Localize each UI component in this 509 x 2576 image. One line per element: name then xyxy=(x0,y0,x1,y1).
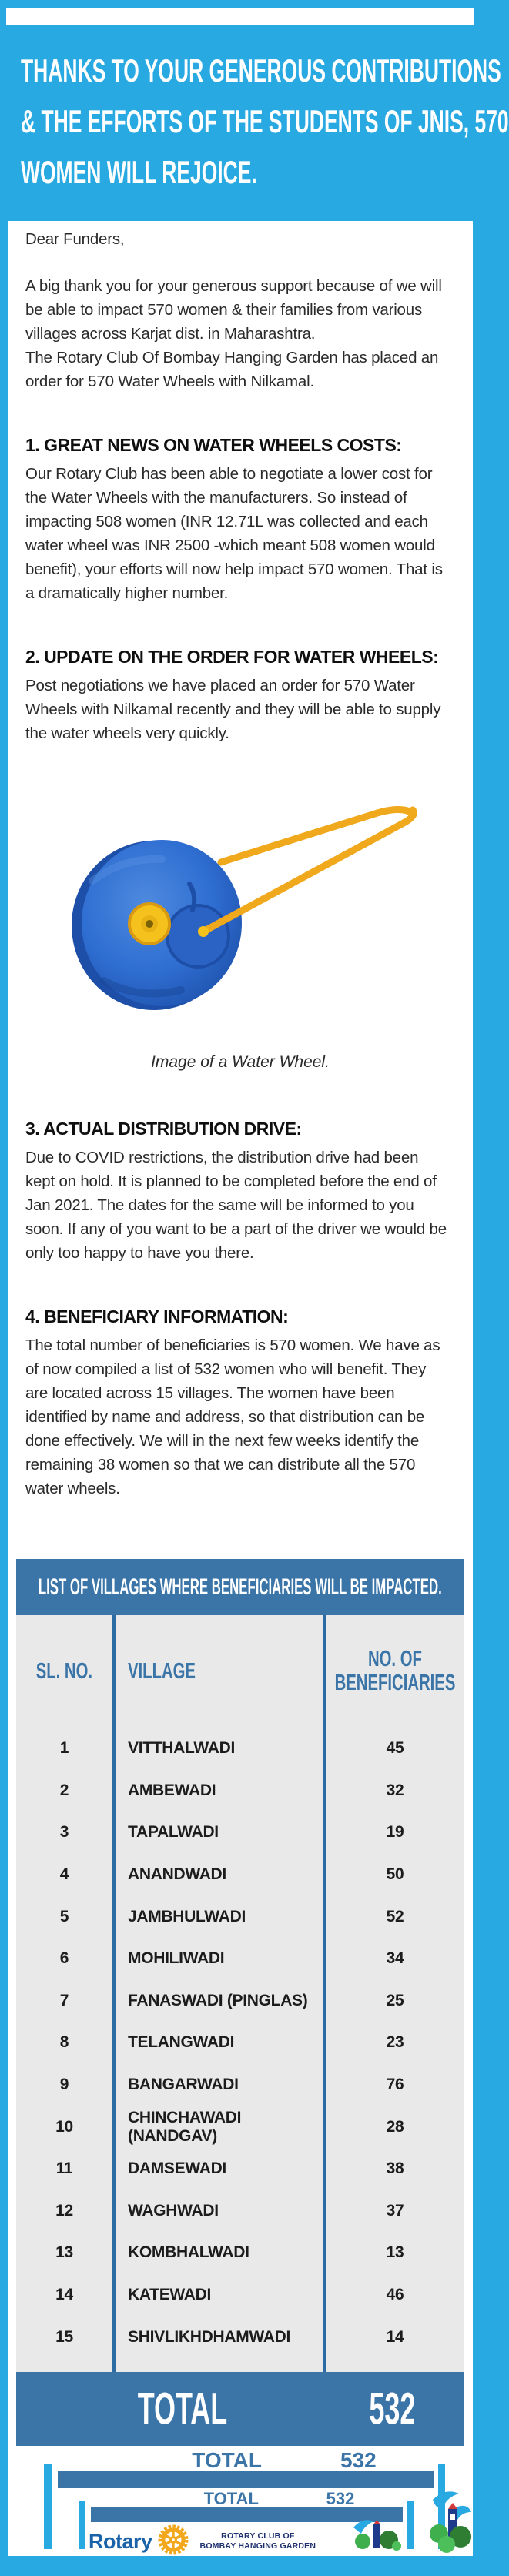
table-body xyxy=(16,1615,464,2372)
table-row xyxy=(16,1980,464,2022)
cell-village: TELANGWADI xyxy=(112,2022,326,2064)
header-banner xyxy=(0,25,509,221)
handle-front-rail xyxy=(203,810,414,932)
table-row xyxy=(16,2064,464,2106)
intro-paragraph-2: The Rotary Club Of Bombay Hanging Garden has placed an order for 570 Water Wheels with Nilkamal. xyxy=(25,349,439,390)
villages-table xyxy=(16,1559,464,2446)
nested-total-banner-1: TOTAL 532 xyxy=(58,2464,434,2488)
cell-count: 38 xyxy=(386,2159,404,2178)
cell-count: 32 xyxy=(386,1781,404,1799)
cell-sl: 6 xyxy=(59,1949,69,1968)
table-header-row xyxy=(16,1615,464,1728)
table-row xyxy=(16,2232,464,2274)
table-row xyxy=(16,1770,464,1812)
rotary-wordmark: Rotary xyxy=(89,2529,152,2553)
village-illustration-small xyxy=(352,2514,401,2554)
cell-village: TAPALWADI xyxy=(112,1812,326,1854)
cell-count: 76 xyxy=(386,2076,404,2094)
cell-village: KATEWADI xyxy=(112,2274,326,2317)
table-body-padding xyxy=(16,2358,464,2372)
cell-village: JAMBHULWADI xyxy=(112,1895,326,1938)
cell-village: VITTHALWADI xyxy=(112,1728,326,1770)
cell-count: 52 xyxy=(386,1907,404,1925)
nested2-right-border xyxy=(407,2501,414,2549)
intro-paragraph-1: A big thank you for your generous support because of we will be able to impact 570 women & their families from various villages across Karjat dist. in Maharashtra. xyxy=(25,277,442,343)
section-body-2: Post negotiations we have placed an order for 570 Water Wheels with Nilkamal recently and they will be able to supply the water wheels very quickly. xyxy=(25,677,441,742)
cell-village: AMBEWADI xyxy=(112,1770,326,1812)
total-value: 532 xyxy=(369,2384,416,2434)
newsletter-page xyxy=(0,8,509,2576)
cell-count: 14 xyxy=(386,2327,404,2346)
intro-paragraphs xyxy=(8,274,473,393)
club-name: ROTARY CLUB OF BOMBAY HANGING GARDEN xyxy=(199,2531,316,2551)
table-banner xyxy=(16,1559,464,1615)
cell-village: BANGARWADI xyxy=(112,2064,326,2106)
nested1-left-border xyxy=(44,2464,52,2549)
section-heading-3: 3. ACTUAL DISTRIBUTION DRIVE: xyxy=(25,1119,302,1139)
cell-village: DAMSEWADI xyxy=(112,2148,326,2190)
table-row xyxy=(16,2190,464,2233)
table-row xyxy=(16,1854,464,1896)
cell-count: 34 xyxy=(386,1949,404,1968)
rotary-logo-row xyxy=(89,2524,316,2560)
cell-count: 46 xyxy=(386,2286,404,2304)
col-header-village: VILLAGE xyxy=(112,1615,326,1728)
section-heading-1: 1. GREAT NEWS ON WATER WHEELS COSTS: xyxy=(25,435,402,455)
image-caption: Image of a Water Wheel. xyxy=(151,1053,330,1071)
letter-card xyxy=(8,221,473,2556)
total-row xyxy=(16,2372,464,2446)
cell-village: SHIVLIKHDHAMWADI xyxy=(112,2316,326,2358)
cell-village: FANASWADI (PINGLAS) xyxy=(112,1980,326,2022)
section-body-4: The total number of beneficiaries is 570 women. We have as of now compiled a list of 532 women who will benefit. They are located across 15 villages. The women have been identified by name and address, so that distribution can be done effectively. We will in the next few weeks identify the remaining 38 women so that we can distribute all the 570 water wheels. xyxy=(25,1337,440,1497)
cell-sl: 7 xyxy=(59,1991,69,2009)
cell-sl: 11 xyxy=(55,2159,73,2178)
cell-sl: 2 xyxy=(59,1781,69,1799)
page-title-line3: WOMEN WILL REJOICE. xyxy=(21,154,257,190)
cell-sl: 12 xyxy=(55,2201,73,2220)
cell-count: 45 xyxy=(386,1739,404,1758)
page-title-line1: THANKS TO YOUR GENEROUS CONTRIBUTIONS xyxy=(21,52,501,89)
salutation: Dear Funders, xyxy=(25,230,125,248)
cell-village: MOHILIWADI xyxy=(112,1938,326,1980)
nested2-left-border xyxy=(79,2501,85,2549)
col-header-beneficiaries: NO. OF BENEFICIARIES xyxy=(334,1647,456,1695)
cell-sl: 9 xyxy=(59,2076,69,2094)
village-illustration xyxy=(430,2486,473,2558)
section-body-1: Our Rotary Club has been able to negotiate a lower cost for the Water Wheels with the manufacturers. So instead of impacting 508 women (INR 12.71L was collected and each water wheel was INR 2500 -which meant 508 women would benefit), your efforts will now help impact 570 women. That is a dramatically higher number. xyxy=(25,465,443,602)
nested-total-banner-2: TOTAL 532 xyxy=(91,2501,403,2522)
page-title-line2: & THE EFFORTS OF THE STUDENTS OF JNIS, 570 xyxy=(21,103,509,139)
table-row xyxy=(16,2316,464,2358)
cell-sl: 5 xyxy=(59,1907,69,1925)
table-row xyxy=(16,2106,464,2148)
cell-sl: 8 xyxy=(59,2033,69,2052)
section-heading-2: 2. UPDATE ON THE ORDER FOR WATER WHEELS: xyxy=(25,647,439,667)
water-wheel-image xyxy=(39,788,439,1019)
cell-sl: 1 xyxy=(59,1739,69,1758)
cell-sl: 10 xyxy=(55,2117,73,2136)
cell-sl: 13 xyxy=(55,2243,73,2262)
table-row xyxy=(16,2274,464,2317)
total-label: TOTAL xyxy=(137,2384,228,2434)
cell-sl: 14 xyxy=(55,2286,73,2304)
cell-count: 23 xyxy=(386,2033,404,2052)
cell-count: 25 xyxy=(386,1991,404,2009)
cell-sl: 3 xyxy=(59,1823,69,1842)
table-row xyxy=(16,1728,464,1770)
cell-count: 37 xyxy=(386,2201,404,2220)
cell-count: 13 xyxy=(386,2243,404,2262)
table-row xyxy=(16,1938,464,1980)
table-banner-text: LIST OF VILLAGES WHERE BENEFICIARIES WILL BE IMPACTED. xyxy=(39,1574,442,1600)
section-body-3: Due to COVID restrictions, the distribution drive had been kept on hold. It is planned to be completed before the end of Jan 2021. The dates for the same will be informed to you soon. If any of you want to be a part of the driver we would be only too happy to have you there. xyxy=(25,1149,447,1262)
top-white-strip xyxy=(6,8,474,25)
col-header-sl-no: SL. NO. xyxy=(35,1658,93,1684)
cell-sl: 15 xyxy=(55,2327,73,2346)
nested-flyer-footer xyxy=(8,2446,473,2554)
cell-count: 19 xyxy=(386,1823,404,1842)
rotary-gear-icon xyxy=(157,2524,189,2560)
table-row xyxy=(16,1812,464,1854)
cell-village: WAGHWADI xyxy=(112,2190,326,2233)
section-heading-4: 4. BENEFICIARY INFORMATION: xyxy=(25,1306,289,1326)
cell-village: KOMBHALWADI xyxy=(112,2232,326,2274)
cell-count: 28 xyxy=(386,2117,404,2136)
cell-village: CHINCHAWADI (NANDGAV) xyxy=(112,2106,326,2148)
table-row xyxy=(16,2148,464,2190)
table-row xyxy=(16,1895,464,1938)
cell-count: 50 xyxy=(386,1865,404,1884)
cell-sl: 4 xyxy=(59,1865,69,1884)
table-row xyxy=(16,2022,464,2064)
cell-village: ANANDWADI xyxy=(112,1854,326,1896)
